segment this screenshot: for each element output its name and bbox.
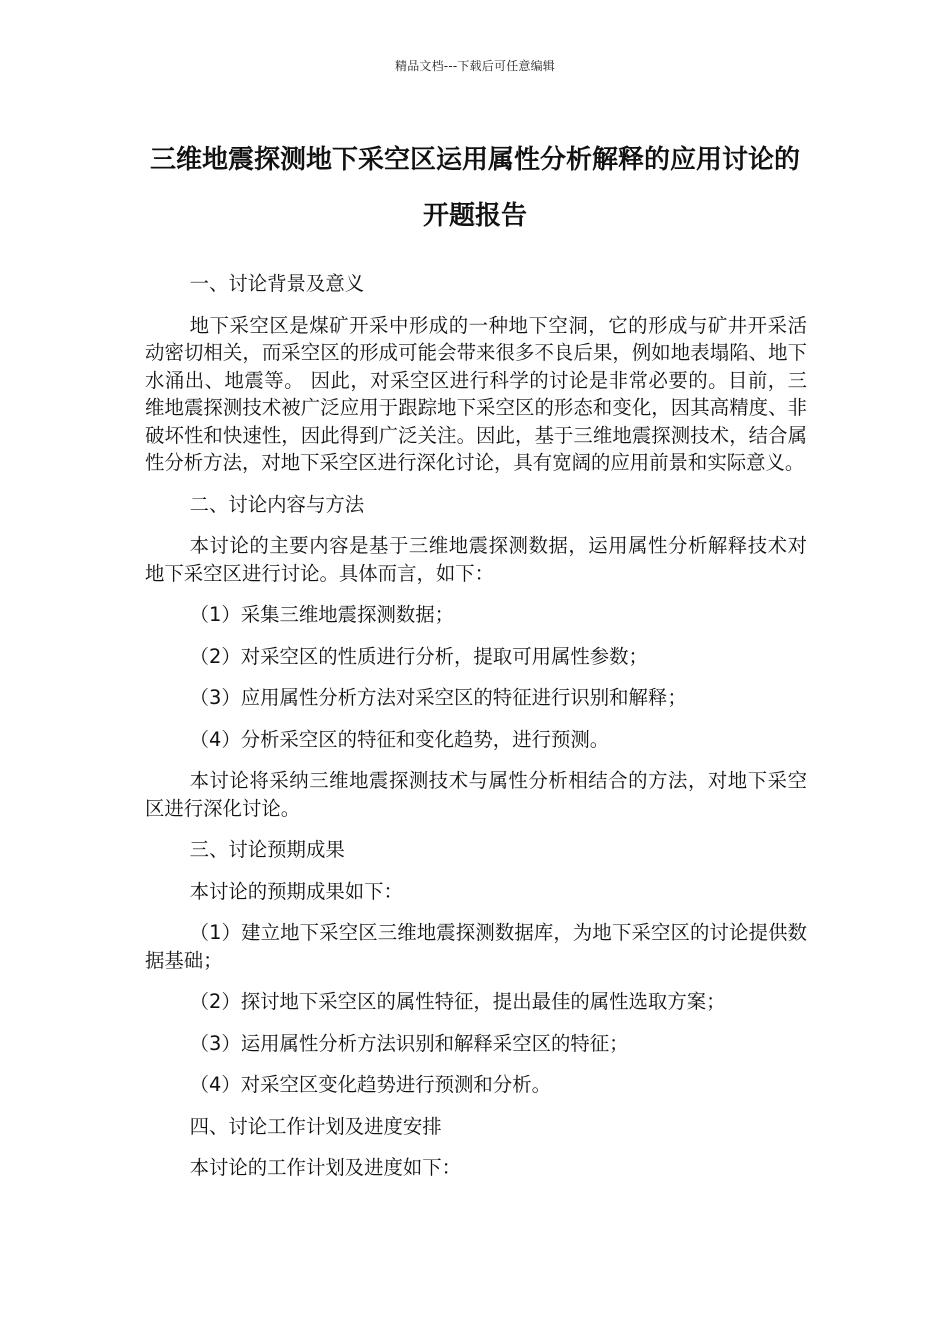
section-4-intro: 本讨论的工作计划及进度如下： xyxy=(189,1156,462,1179)
section-heading-4: 四、讨论工作计划及进度安排 xyxy=(189,1114,442,1138)
section-3-item-2: （2）探讨地下采空区的属性特征，提出最佳的属性选取方案； xyxy=(189,990,726,1013)
header-note: 精品文档---下载后可任意编辑 xyxy=(395,59,555,73)
section-2-closing: 本讨论将采纳三维地震探测技术与属性分析相结合的方法，对地下采空区进行深化讨论。 xyxy=(145,769,807,820)
section-2-item-1: （1）采集三维地震探测数据； xyxy=(189,603,455,626)
section-1-paragraph: 地下采空区是煤矿开采中形成的一种地下空洞，它的形成与矿井开采活动密切相关，而采空区的形成可能会带来很多不良后果，例如地表塌陷、地下水涌出、地震等。 因此，对采空区进行科学的讨论是非常必要的。目前，三维地震探测技术被广泛应用于跟踪地下采空区的形态和变化，因其高精度、非破坏性和快速性，因此得到广泛关注。因此，基于三维地震探测技术，结合属性分析方法，对地下采空区进行深化讨论，具有宽阔的应用前景和实际意义。 xyxy=(145,313,807,474)
section-3-item-3: （3）运用属性分析方法识别和解释采空区的特征； xyxy=(189,1031,629,1055)
section-2-item-2: （2）对采空区的性质进行分析，提取可用属性参数； xyxy=(189,644,648,668)
section-2-intro: 本讨论的主要内容是基于三维地震探测数据，运用属性分析解释技术对地下采空区进行讨论。具体而言，如下： xyxy=(145,534,807,585)
section-heading-3: 三、讨论预期成果 xyxy=(189,838,345,861)
section-heading-1: 一、讨论背景及意义 xyxy=(189,272,365,295)
section-2-item-4: （4）分析采空区的特征和变化趋势，进行预测。 xyxy=(189,727,610,751)
section-3-intro: 本讨论的预期成果如下： xyxy=(189,879,403,903)
document-title: 三维地震探测地下采空区运用属性分析解释的应用讨论的开题报告 xyxy=(149,145,800,231)
section-2-item-3: （3）应用属性分析方法对采空区的特征进行识别和解释； xyxy=(189,686,687,709)
section-3-item-1: （1）建立地下采空区三维地震探测数据库，为地下采空区的讨论提供数据基础； xyxy=(145,921,807,972)
section-3-item-4: （4）对采空区变化趋势进行预测和分析。 xyxy=(189,1073,551,1096)
document-body xyxy=(145,270,807,1196)
section-heading-2: 二、讨论内容与方法 xyxy=(189,492,365,516)
